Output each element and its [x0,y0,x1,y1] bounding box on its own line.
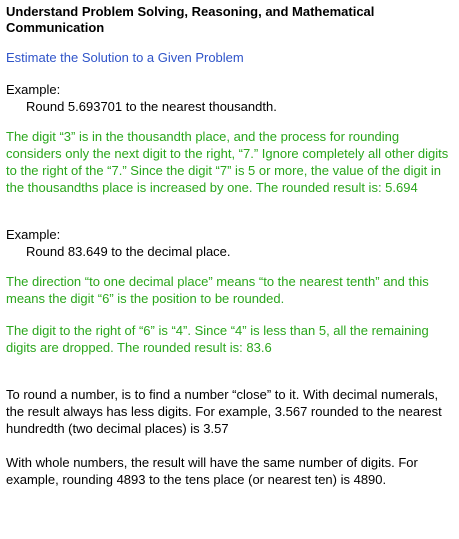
rounding-note-decimals: To round a number, is to find a number “close” to it. With decimal numerals, the result always has less digits. For example, 3.567 rounded to the nearest hundredth (two decimal places) is 3.57 [6,387,442,436]
example-1 [6,81,453,196]
example-1-explanation: The digit “3” is in the thousandth place, and the process for rounding considers only the next digit to the right, “7.” Ignore completely all other digits to the right of the “7.” Since the digit “7” is 5 or more, the value of the digit in the thousandths place is increased by one. The rounded result is: 5.694 [6,129,449,195]
page-title: Understand Problem Solving, Reasoning, and Mathematical Communication [6,4,375,35]
example-2-task: Round 83.649 to the decimal place. [26,244,231,259]
example-1-task: Round 5.693701 to the nearest thousandth. [26,99,277,114]
example-1-label: Example: [6,82,61,97]
example-2-explanation-1: The direction “to one decimal place” means “to the nearest tenth” and this means the digit “6” is the position to be rounded. [6,274,429,306]
example-2 [6,226,453,356]
example-2-explanation-2: The digit to the right of “6” is “4”. Since “4” is less than 5, all the remaining digits are dropped. The rounded result is: 83.6 [6,323,429,355]
rounding-note-whole-numbers: With whole numbers, the result will have the same number of digits. For example, rounding 4893 to the tens place (or nearest ten) is 4890. [6,455,418,487]
section-subtitle: Estimate the Solution to a Given Problem [6,50,244,65]
example-2-label: Example: [6,227,61,242]
